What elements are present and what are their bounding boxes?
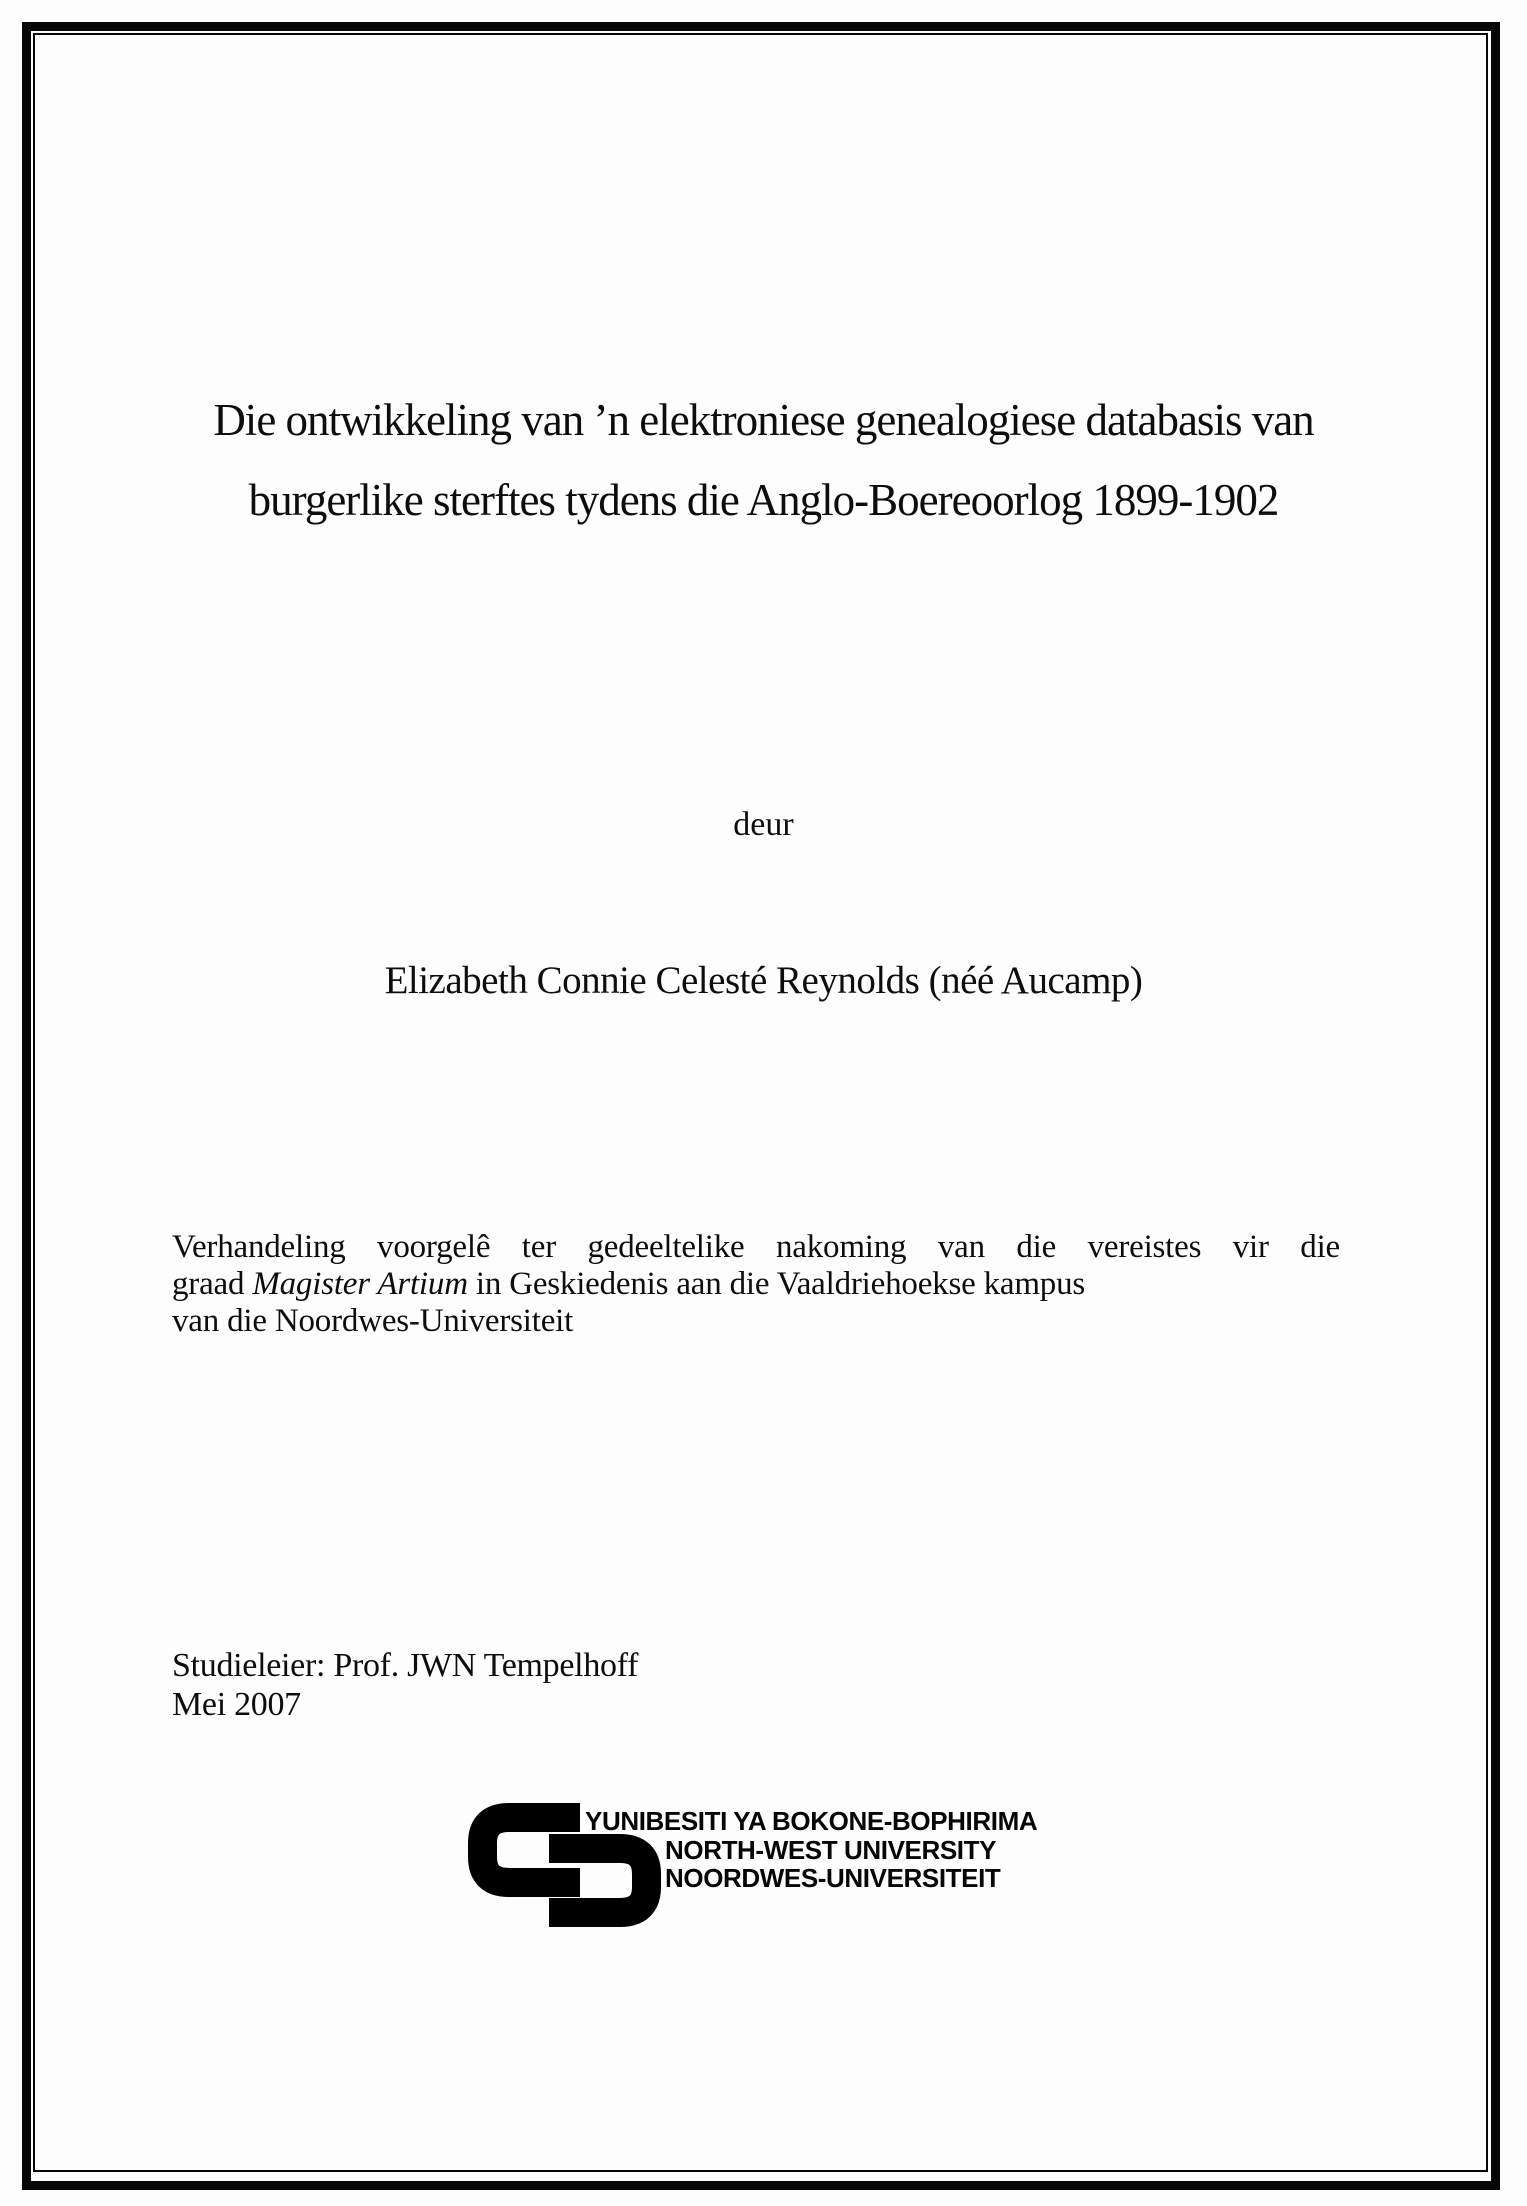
university-logo <box>468 1798 1108 1938</box>
supervisor-block <box>172 1646 638 1724</box>
degree-statement-line1: Verhandeling voorgelê ter gedeeltelike nakoming van die vereistes vir die <box>172 1229 1340 1265</box>
degree-statement-line2-suffix: in Geskiedenis aan die Vaaldriehoekse kampus <box>467 1266 1086 1302</box>
thesis-title <box>90 380 1437 540</box>
date-line: Mei 2007 <box>172 1686 301 1723</box>
supervisor-line: Studieleier: Prof. JWN Tempelhoff <box>172 1647 639 1684</box>
thesis-title-line2: burgerlike sterftes tydens die Anglo-Boereoorlog 1899-1902 <box>248 475 1279 525</box>
author-name: Elizabeth Connie Celesté Reynolds (néé Aucamp) <box>384 959 1143 1002</box>
degree-statement-line3: van die Noordwes-Universiteit <box>172 1303 574 1339</box>
degree-statement-line2 <box>172 1266 1340 1303</box>
logo-text-setswana: YUNIBESITI YA BOKONE-BOPHIRIMA <box>585 1806 1038 1836</box>
logo-text-english: NORTH-WEST UNIVERSITY <box>665 1835 997 1865</box>
logo-text-afrikaans: NOORDWES-UNIVERSITEIT <box>665 1863 1001 1893</box>
degree-statement-line2-prefix: graad <box>172 1266 253 1302</box>
degree-name-italic: Magister Artium <box>252 1266 468 1302</box>
degree-statement <box>172 1229 1340 1340</box>
thesis-title-line1: Die ontwikkeling van ’n elektroniese genealogiese databasis van <box>213 395 1314 445</box>
byline-deur: deur <box>733 806 794 843</box>
